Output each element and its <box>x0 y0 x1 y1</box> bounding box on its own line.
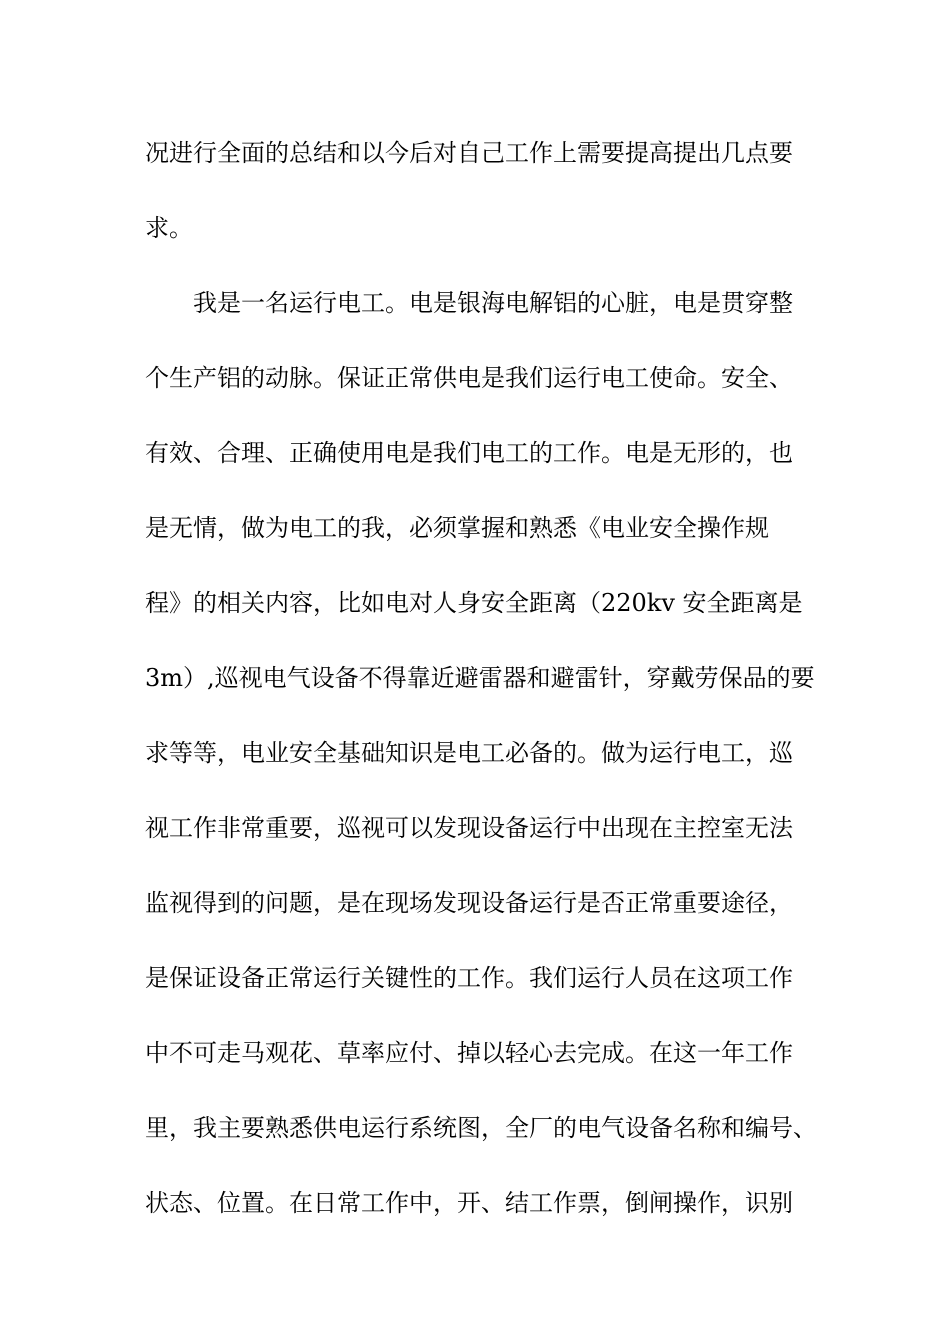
text-line-13: 中不可走马观花、草率应付、掉以轻心去完成。在这一年工作 <box>145 1039 793 1067</box>
text-line-15: 状态、位置。在日常工作中，开、结工作票，倒闸操作，识别 <box>145 1189 793 1217</box>
text-line-9: 求等等，电业安全基础知识是电工必备的。做为运行电工，巡 <box>145 739 793 767</box>
text-line-12: 是保证设备正常运行关键性的工作。我们运行人员在这项工作 <box>145 964 793 992</box>
text-line-8: 3m）,巡视电气设备不得靠近避雷器和避雷针，穿戴劳保品的要 <box>145 664 815 692</box>
text-line-10: 视工作非常重要，巡视可以发现设备运行中出现在主控室无法 <box>145 814 793 842</box>
text-line-7: 程》的相关内容，比如电对人身安全距离（220kv 安全距离是 <box>145 589 803 617</box>
text-line-4: 个生产铝的动脉。保证正常供电是我们运行电工使命。安全、 <box>145 364 793 392</box>
text-line-1: 况进行全面的总结和以今后对自己工作上需要提高提出几点要 <box>145 139 793 167</box>
text-line-2: 求。 <box>145 214 193 242</box>
text-line-11: 监视得到的问题，是在现场发现设备运行是否正常重要途径， <box>145 889 793 917</box>
text-line-14: 里，我主要熟悉供电运行系统图，全厂的电气设备名称和编号、 <box>145 1114 817 1142</box>
text-line-6: 是无情，做为电工的我，必须掌握和熟悉《电业安全操作规 <box>145 514 769 542</box>
text-line-5: 有效、合理、正确使用电是我们电工的工作。电是无形的，也 <box>145 439 793 467</box>
text-line-3: 我是一名运行电工。电是银海电解铝的心脏，电是贯穿整 <box>145 289 793 317</box>
